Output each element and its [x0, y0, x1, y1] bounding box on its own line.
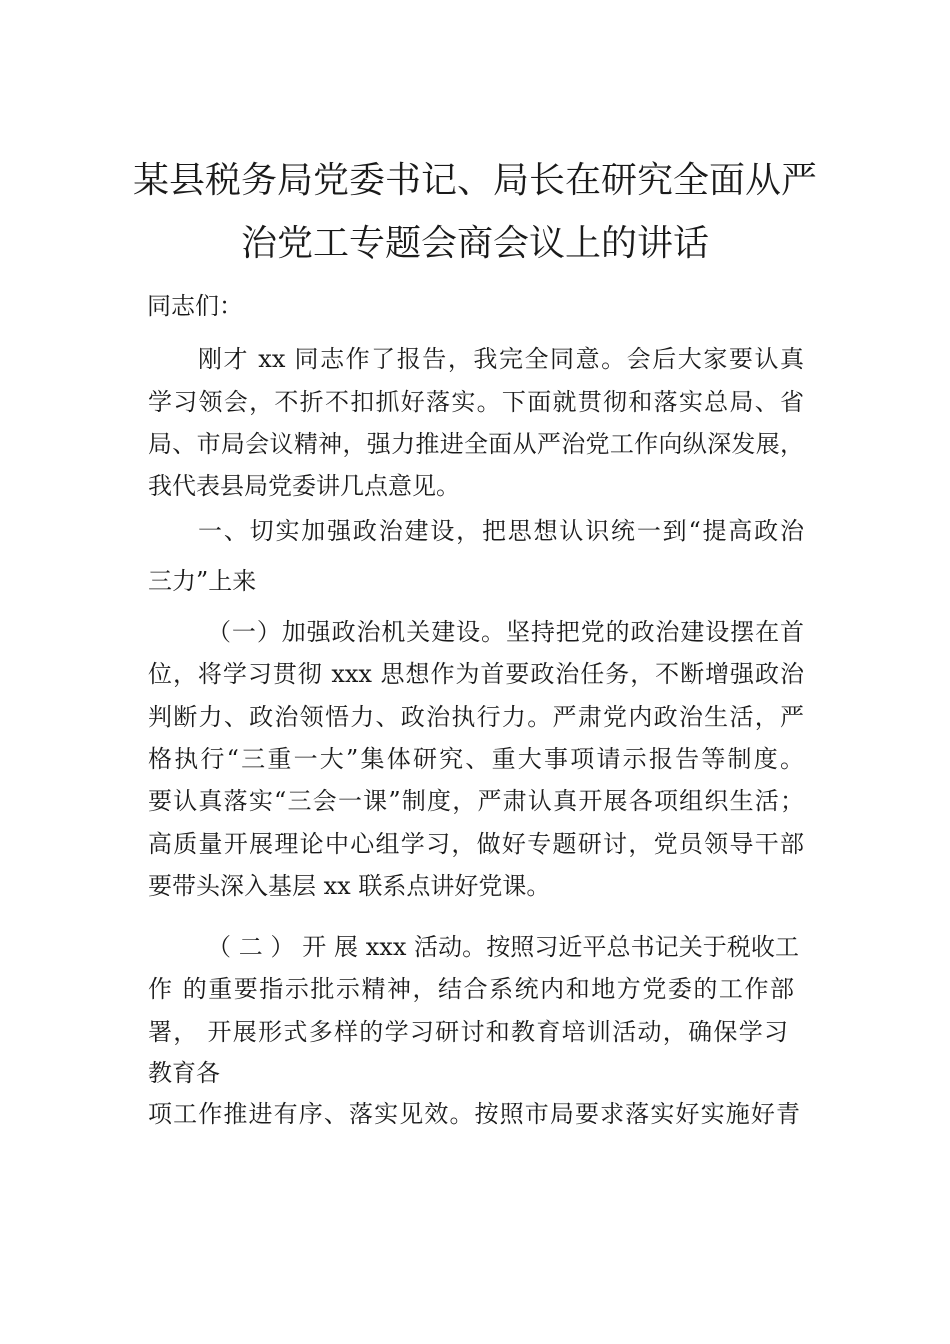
intro-line: 局、市局会议精神，强力推进全面从严治党工作向纵深发展， — [148, 430, 804, 458]
subsection-2-line: 项工作推进有序、落实见效。按照市局要求落实好实施好青 — [148, 1100, 800, 1128]
document-title-line-2: 治党工专题会商会议上的讲话 — [240, 223, 709, 264]
intro-line: 刚才 xx 同志作了报告，我完全同意。会后大家要认真 — [198, 345, 804, 373]
subsection-2-line: 署， 开展形式多样的学习研讨和教育培训活动，确保学习 — [148, 1018, 788, 1046]
subsection-1-line: （一）加强政治机关建设。坚持把党的政治建设摆在首 — [207, 618, 804, 646]
subsection-2-line: 作 的重要指示批示精神，结合系统内和地方党委的工作部 — [148, 975, 794, 1003]
subsection-1-line: 判断力、政治领悟力、政治执行力。严肃党内政治生活，严 — [148, 703, 804, 731]
subsection-2-line: 教育各 — [148, 1059, 220, 1087]
intro-line: 学习领会，不折不扣抓好落实。下面就贯彻和落实总局、省 — [148, 388, 804, 416]
subsection-1-line: 要带头深入基层 xx 联系点讲好党课。 — [148, 872, 551, 900]
section-heading: 一、切实加强政治建设，把思想认识统一到“提高政治 — [198, 517, 804, 545]
subsection-1-line: 格执行“三重一大”集体研究、重大事项请示报告等制度。 — [148, 745, 804, 773]
subsection-1-line: 高质量开展理论中心组学习，做好专题研讨，党员领导干部 — [148, 830, 804, 858]
subsection-1-line: 位，将学习贯彻 xxx 思想作为首要政治任务，不断增强政治 — [148, 660, 804, 688]
subsection-2-line: （ 二 ） 开 展 xxx 活动。按照习近平总书记关于税收工 — [207, 933, 799, 961]
subsection-1-line: 要认真落实“三会一课”制度，严肃认真开展各项组织生活； — [148, 787, 804, 815]
document-title-line-1: 某县税务局党委书记、局长在研究全面从严 — [132, 160, 817, 201]
salutation: 同志们： — [147, 292, 243, 320]
intro-line: 我代表县局党委讲几点意见。 — [148, 472, 460, 500]
section-heading: 三力”上来 — [148, 567, 257, 595]
